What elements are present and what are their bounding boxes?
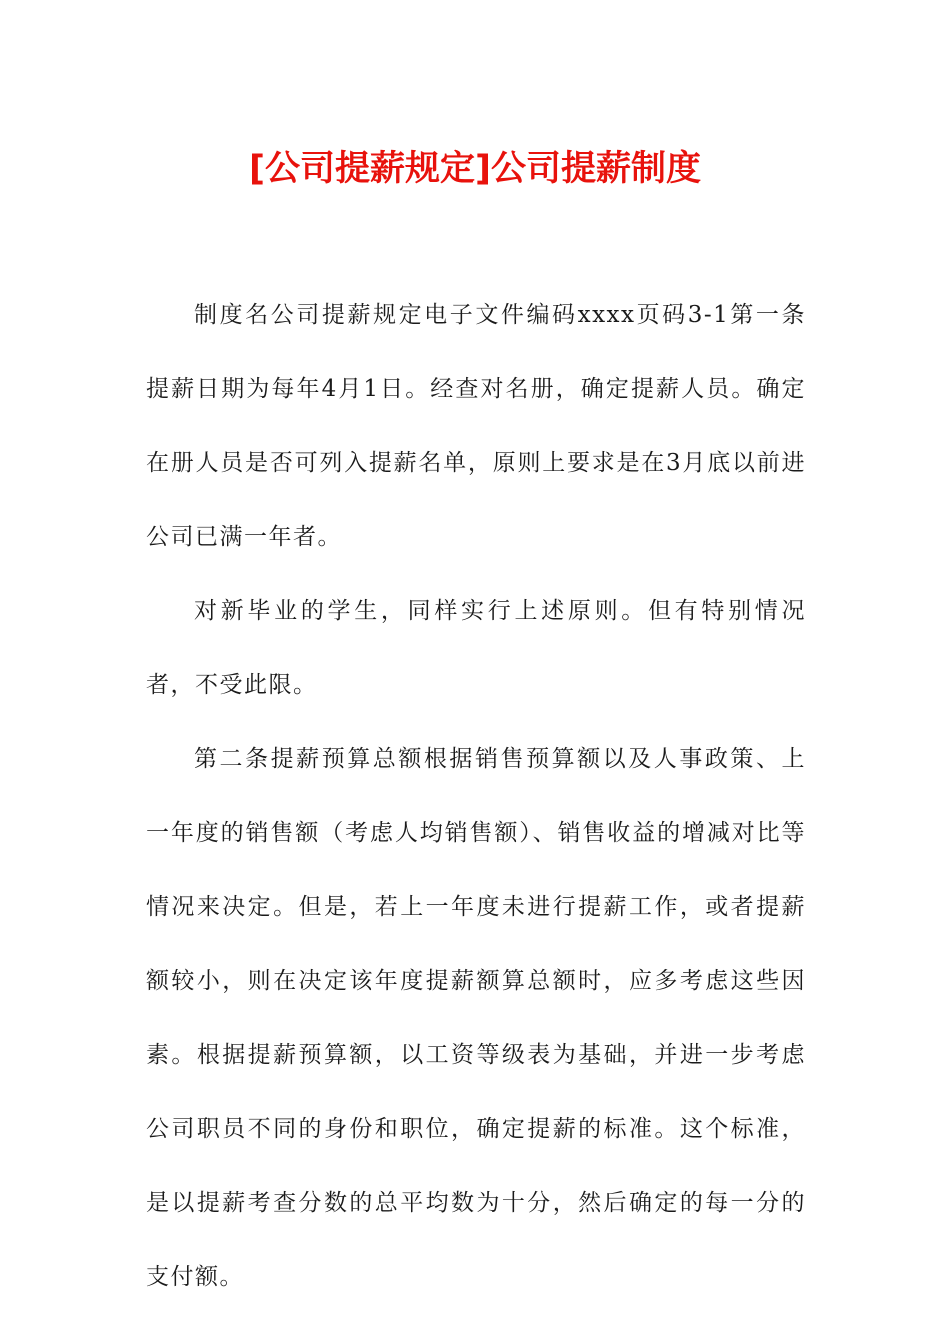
paragraph-1: 制度名公司提薪规定电子文件编码xxxx页码3-1第一条提薪日期为每年4月1日。经查对名册，确定提薪人员。确定在册人员是否可列入提薪名单，原则上要求是在3月底以前进公司已满一年者。 xyxy=(146,302,806,550)
paragraph-3: 第二条提薪预算总额根据销售预算额以及人事政策、上一年度的销售额（考虑人均销售额）、销售收益的增减对比等情况来决定。但是，若上一年度未进行提薪工作，或者提薪额较小，则在决定该年度提薪额算总额时，应多考虑这些因素。根据提薪预算额，以工资等级表为基础，并进一步考虑公司职员不同的身份和职位，确定提薪的标准。这个标准，是以提薪考查分数的总平均数为十分，然后确定的每一分的支付额。 xyxy=(146,746,806,1290)
document-title: [公司提薪规定]公司提薪制度 xyxy=(249,149,701,189)
paragraph-2: 对新毕业的学生，同样实行上述原则。但有特别情况者，不受此限。 xyxy=(146,598,806,698)
document-body xyxy=(146,278,806,1314)
